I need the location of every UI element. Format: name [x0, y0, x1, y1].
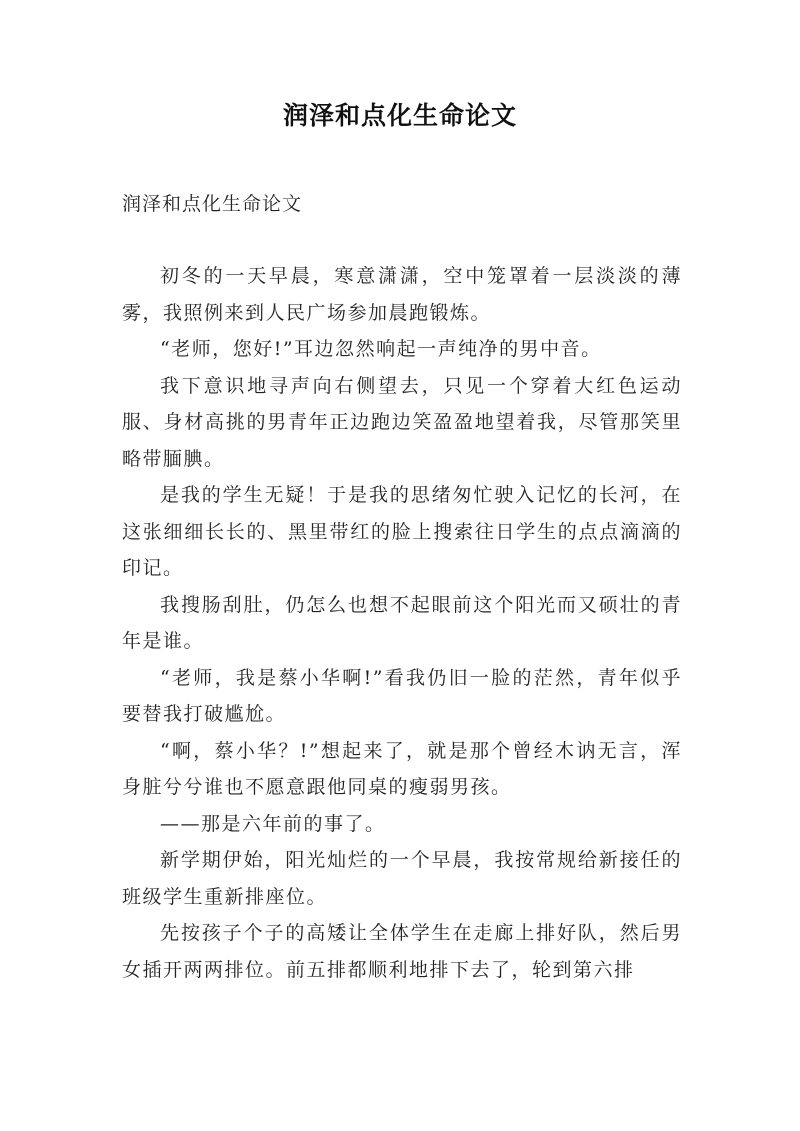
- paragraph: 我下意识地寻声向右侧望去，只见一个穿着大红色运动服、身材高挑的男青年正边跑边笑盈盈地望着我，尽管那笑里略带腼腆。: [122, 374, 682, 470]
- paragraph: 初冬的一天早晨，寒意潇潇，空中笼罩着一层淡淡的薄雾，我照例来到人民广场参加晨跑锻炼。: [122, 265, 682, 324]
- paragraph: 新学期伊始，阳光灿烂的一个早晨，我按常规给新接任的班级学生重新排座位。: [122, 849, 682, 908]
- document-subtitle: 润泽和点化生命论文: [122, 193, 303, 215]
- document-title: 润泽和点化生命论文: [282, 101, 517, 130]
- paragraph: “啊，蔡小华？!”想起来了，就是那个曾经木讷无言，浑身脏兮兮谁也不愿意跟他同桌的瘦弱男孩。: [122, 739, 682, 798]
- document-body: [122, 258, 682, 988]
- paragraph: “老师，您好!”耳边忽然响起一声纯净的男中音。: [160, 338, 602, 360]
- paragraph: “老师，我是蔡小华啊!”看我仍旧一脸的茫然，青年似乎要替我打破尴尬。: [122, 666, 682, 725]
- paragraph: 先按孩子个子的高矮让全体学生在走廊上排好队，然后男女插开两两排位。前五排都顺利地排下去了，轮到第六排: [122, 922, 682, 981]
- paragraph: 我搜肠刮肚，仍怎么也想不起眼前这个阳光而又硕壮的青年是谁。: [122, 593, 682, 652]
- paragraph: ——那是六年前的事了。: [160, 812, 386, 835]
- paragraph: 是我的学生无疑！于是我的思绪匆忙驶入记忆的长河，在这张细细长长的、黑里带红的脸上搜索往日学生的点点滴滴的印记。: [122, 484, 682, 579]
